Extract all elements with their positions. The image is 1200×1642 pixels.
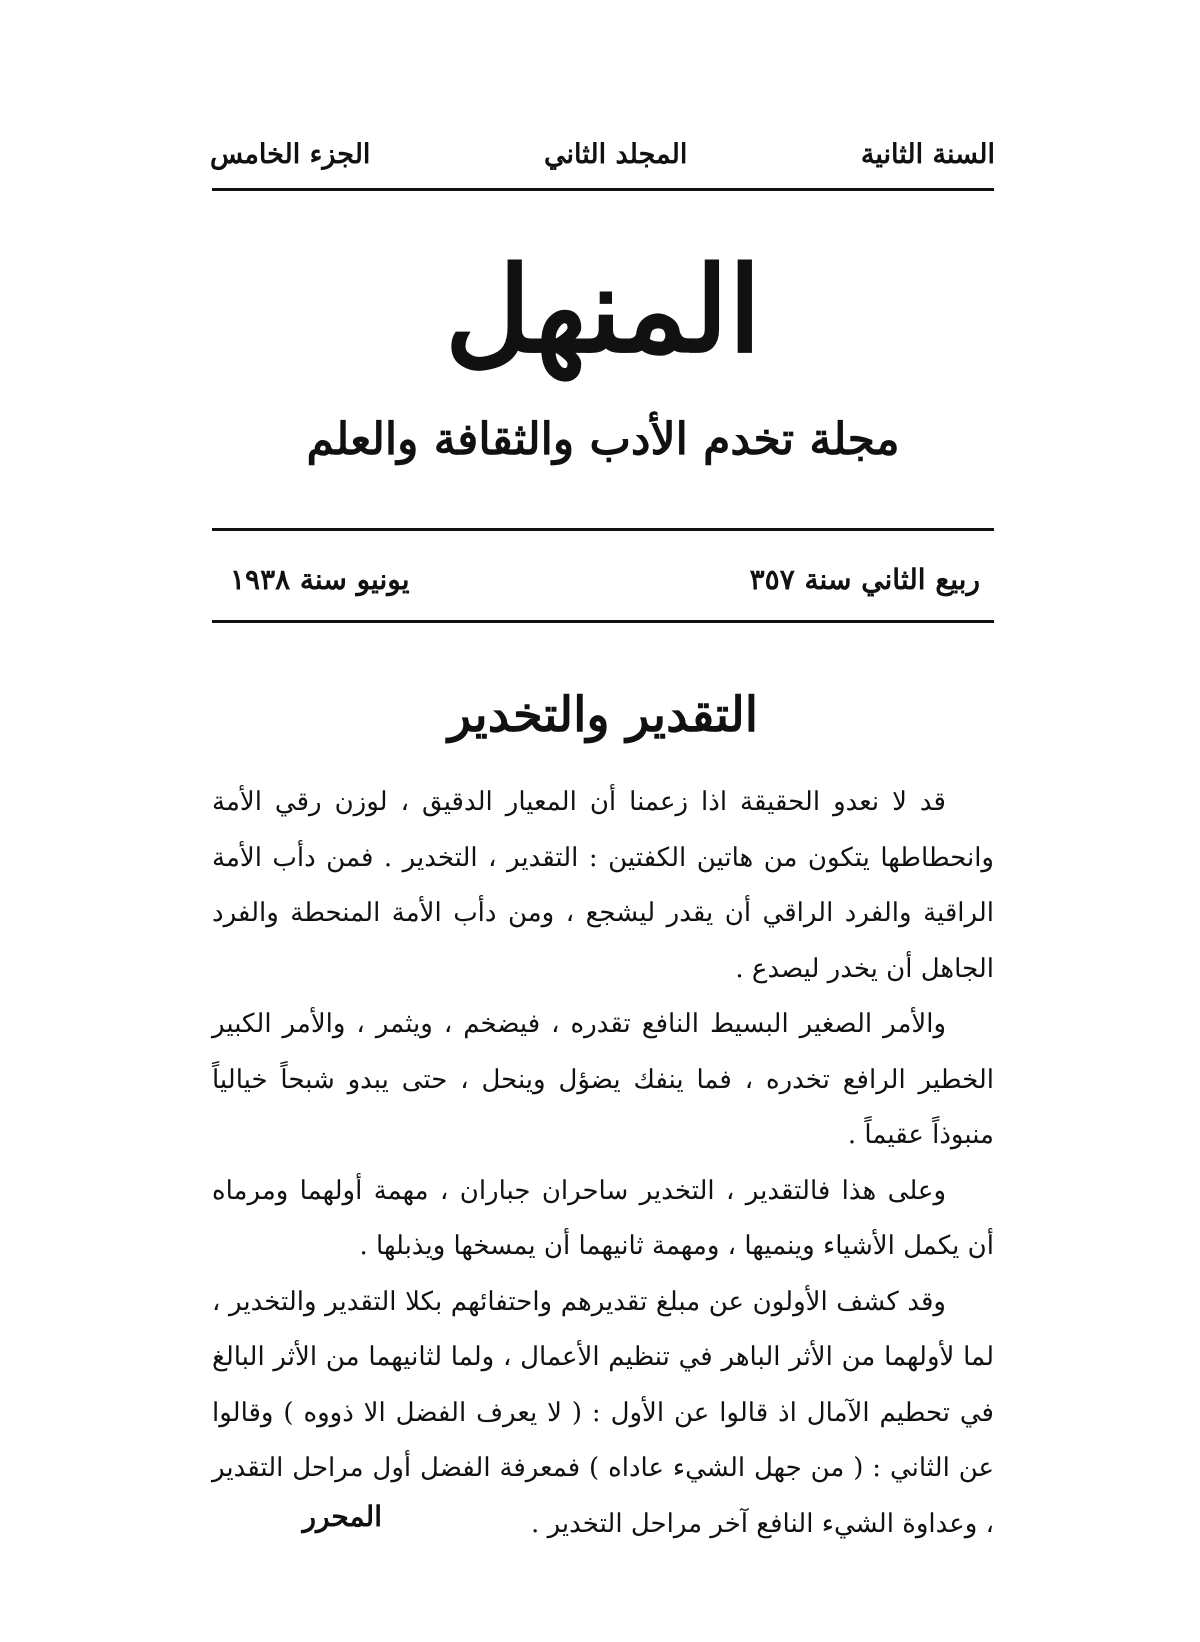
masthead-divider <box>212 528 994 531</box>
article-title: التقدير والتخدير <box>447 687 759 743</box>
gregorian-date: يونيو سنة ١٩٣٨ <box>230 562 410 596</box>
article-paragraph-1: قد لا نعدو الحقيقة اذا زعمنا أن المعيار الدقيق ، لوزن رقي الأمة وانحطاطها يتكون من هاتين الكفتين : التقدير ، التخدير . فمن دأب الأمة الراقية والفرد الراقي أن يقدر ليشجع ، ومن دأب الأمة المنحطة والفرد الجاهل أن يخدر ليصدع . <box>212 787 994 984</box>
date-divider <box>212 620 994 623</box>
article-paragraph-4: وقد كشف الأولون عن مبلغ تقديرهم واحتفائهم بكلا التقدير والتخدير ، لما لأولهما من الأثر الباهر في تنظيم الأعمال ، ولما لثانيهما من الأثر البالغ في تحطيم الآمال اذ قالوا عن الأول : ( لا يعرف الفضل الا ذووه ) وقالوا عن الثاني : ( من جهل الشيء عاداه ) فمعرفة الفضل أول مراحل التقدير ، وعداوة الشيء النافع آخر مراحل التخدير . <box>212 1286 994 1539</box>
issue-header <box>210 130 995 178</box>
magazine-title: المنهل <box>444 240 762 379</box>
article-paragraph-2: والأمر الصغير البسيط النافع تقدره ، فيضخم ، ويثمر ، والأمر الكبير الخطير الرافع تخدره ، فما ينفك يضؤل وينحل ، حتى يبدو شبحاً خيالياً منبوذاً عقيماً . <box>212 1009 994 1150</box>
date-row <box>230 556 980 602</box>
article-paragraph-3: وعلى هذا فالتقدير ، التخدير ساحران جباران ، مهمة أولهما ومرماه أن يكمل الأشياء وينميها ، ومهمة ثانيهما أن يمسخها ويذبلها . <box>212 1175 994 1261</box>
issue-label: الجزء الخامس <box>210 138 371 170</box>
volume-label: المجلد الثاني <box>543 138 688 170</box>
magazine-subtitle: مجلة تخدم الأدب والثقافة والعلم <box>306 414 900 465</box>
year-label: السنة الثانية <box>860 138 995 170</box>
hijri-date: ربيع الثاني سنة ٣٥٧ <box>749 562 980 596</box>
article-body <box>212 775 994 1552</box>
masthead <box>212 225 994 395</box>
author-signature: المحرر <box>302 1500 382 1533</box>
header-divider <box>212 188 994 191</box>
